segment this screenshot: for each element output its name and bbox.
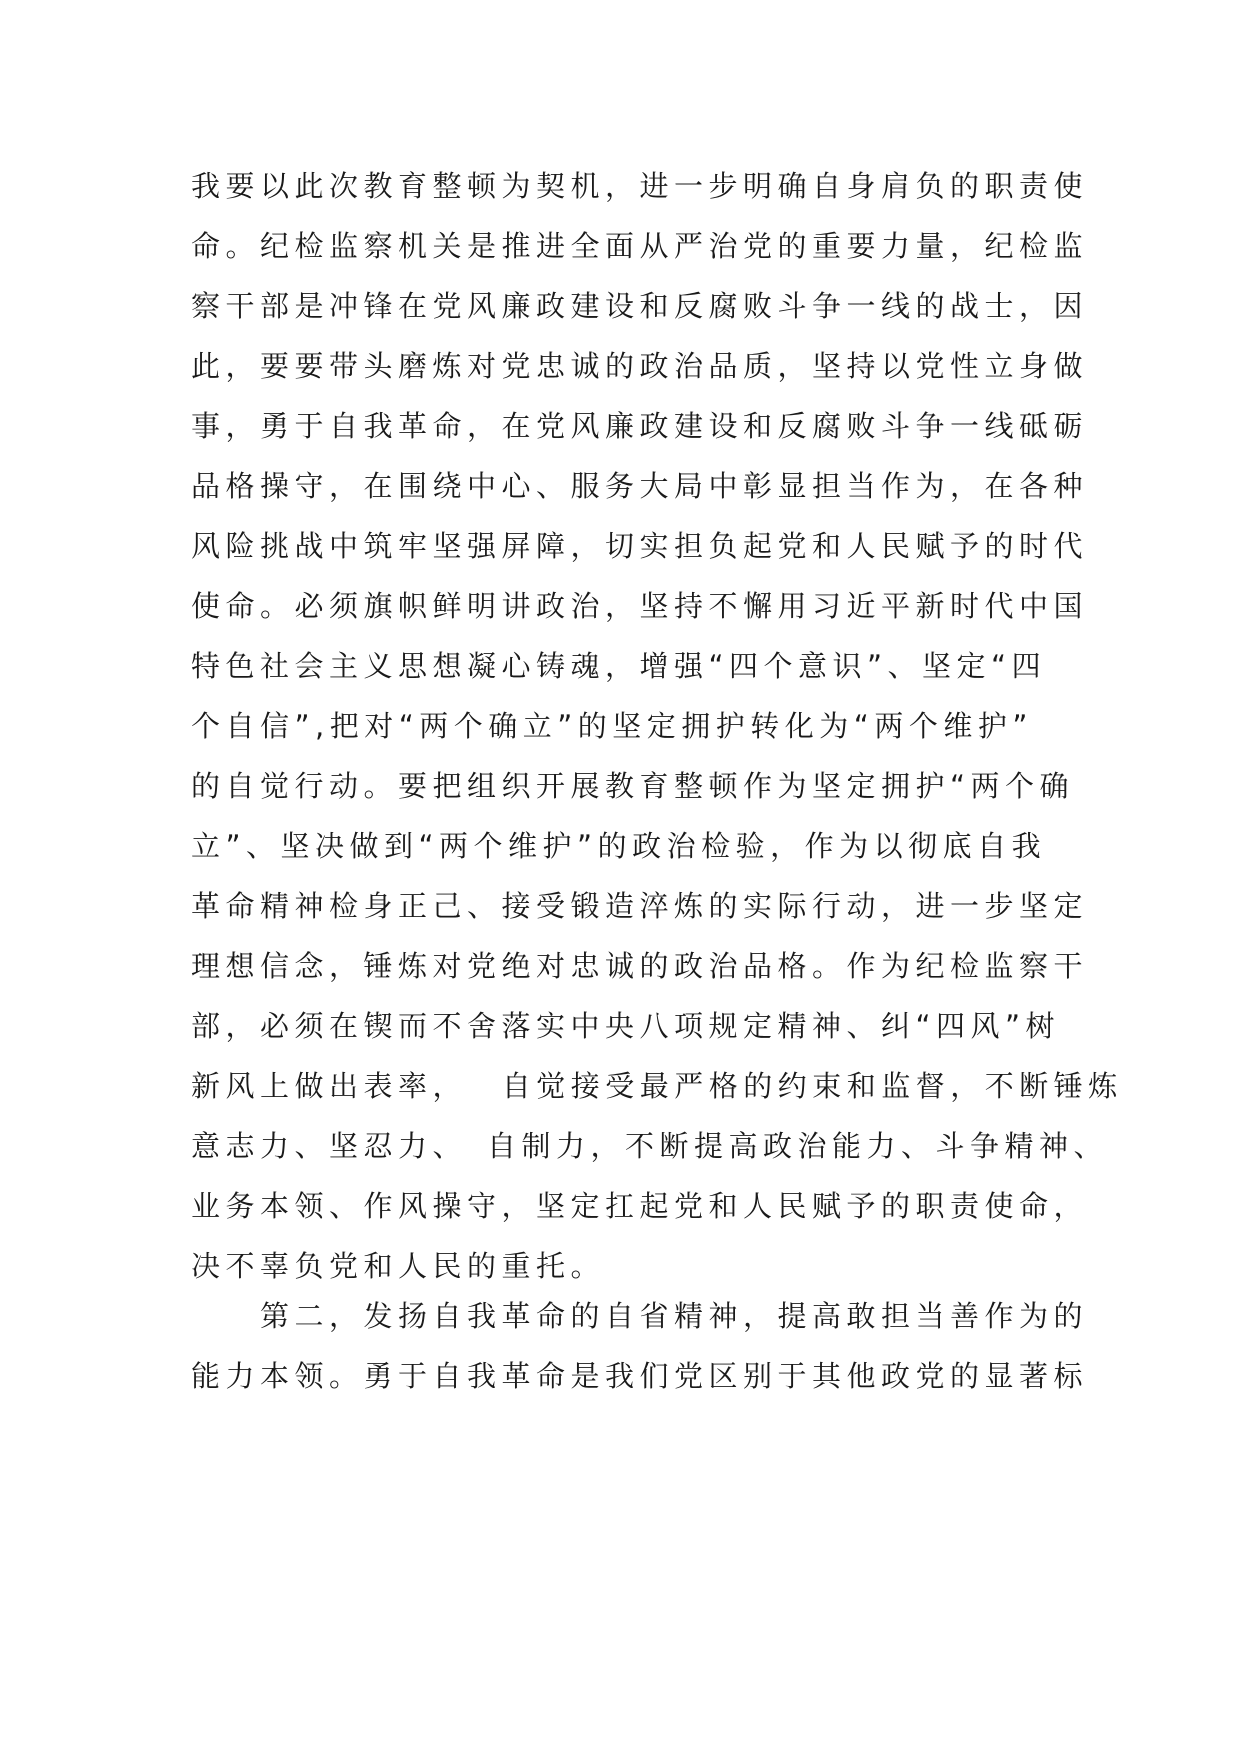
text-line: 特色社会主义思想凝心铸魂，增强“四个意识”、坚定“四 [191,649,1047,683]
text-line: 立”、坚决做到“两个维护”的政治检验，作为以彻底自我 [191,829,1047,863]
text-line: 业务本领、作风操守，坚定扛起党和人民赋予的职责使命， [191,1189,1089,1223]
text-line: 革命精神检身正己、接受锻造淬炼的实际行动，进一步坚定 [191,889,1089,923]
text-line: 新风上做出表率， 自觉接受最严格的约束和监督，不断锤炼 [191,1069,1123,1103]
text-line: 品格操守，在围绕中心、服务大局中彰显担当作为，在各种 [191,469,1089,503]
paragraph-2 [191,1286,1089,1406]
text-line: 风险挑战中筑牢坚强屏障，切实担负起党和人民赋予的时代 [191,529,1089,563]
paragraph-1 [191,156,1123,1296]
text-line: 决不辜负党和人民的重托。 [191,1249,606,1283]
text-line: 第二，发扬自我革命的自省精神，提高敢担当善作为的 [191,1299,1089,1333]
text-line: 理想信念，锤炼对党绝对忠诚的政治品格。作为纪检监察干 [191,949,1089,983]
text-line: 能力本领。勇于自我革命是我们党区别于其他政党的显著标 [191,1359,1089,1393]
text-line: 意志力、坚忍力、 自制力，不断提高政治能力、斗争精神、 [191,1129,1109,1163]
text-line: 个自信”,把对“两个确立”的坚定拥护转化为“两个维护” [191,709,1033,743]
text-line: 使命。必须旗帜鲜明讲政治，坚持不懈用习近平新时代中国 [191,589,1089,623]
text-line: 命。纪检监察机关是推进全面从严治党的重要力量，纪检监 [191,229,1089,263]
text-line: 察干部是冲锋在党风廉政建设和反腐败斗争一线的战士，因 [191,289,1089,323]
text-line: 此，要要带头磨炼对党忠诚的政治品质，坚持以党性立身做 [191,349,1089,383]
text-line: 部，必须在锲而不舍落实中央八项规定精神、纠“四风”树 [191,1009,1061,1043]
text-line: 事，勇于自我革命，在党风廉政建设和反腐败斗争一线砥砺 [191,409,1089,443]
text-line: 我要以此次教育整顿为契机，进一步明确自身肩负的职责使 [191,169,1089,203]
text-line: 的自觉行动。要把组织开展教育整顿作为坚定拥护“两个确 [191,769,1075,803]
